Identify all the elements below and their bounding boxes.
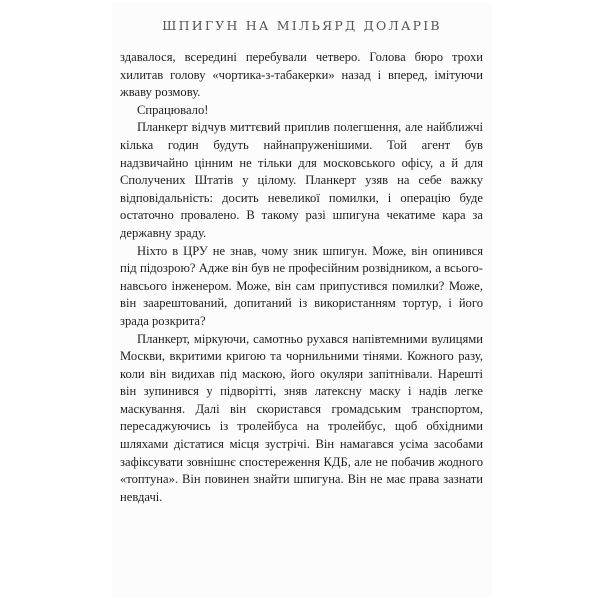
body-text — [120, 49, 483, 506]
paragraph-1: здавалося, всередині перебували четверо. Голова бюро трохи хилитав голову «чортика-з-табакерки» назад і вперед, імітуючи жваву розмову. — [120, 50, 483, 100]
paragraph-5: Планкерт, міркуючи, самотньо рухався напівтемними вулицями Москви, вкритими кригою та чорнильними тінями. Кожного разу, коли він видихав під маскою, його окуляри запітнівали. Нарешті він зупинився у підворітті, зняв латексну маску і надів легке маскування. Далі він скористався громадським транспортом, пересаджуючись із тролейбуса на тролейбус, щоб обхідними шляхами дістатися місця зустрічі. Він намагався усіма засобами зафіксувати зовнішнє спостереження КДБ, але не побачив жодного «топтуна». Він повинен знайти шпигуна. Він не має права зазнати невдачі. — [120, 331, 483, 504]
paragraph-4: Ніхто в ЦРУ не знав, чому зник шпигун. Може, він опинився під підозрою? Адже він був не професійним розвідником, а всього-навсього інженером. Може, він сам припустився помилки? Може, він заарештований, допитаний із використанням тортур, і його зрада розкрита? — [120, 243, 483, 328]
running-head-title: ШПИГУН НА МІЛЬЯРД ДОЛАРІВ — [162, 18, 442, 33]
paragraph-3: Планкерт відчув миттєвий приплив полегшення, але найближчі кілька годин будуть найнапруженішими. Той агент був надзвичайно цінним не тільки для московського офісу, а й для Сполучених Штатів у цілому. Планкерт узяв на себе важку відповідальність: досить невеликої помилки, і операцію буде остаточно провалено. В такому разі шпигуна чекатиме кара за державну зраду. — [120, 120, 483, 240]
paragraph-2: Спрацювало! — [137, 102, 209, 117]
